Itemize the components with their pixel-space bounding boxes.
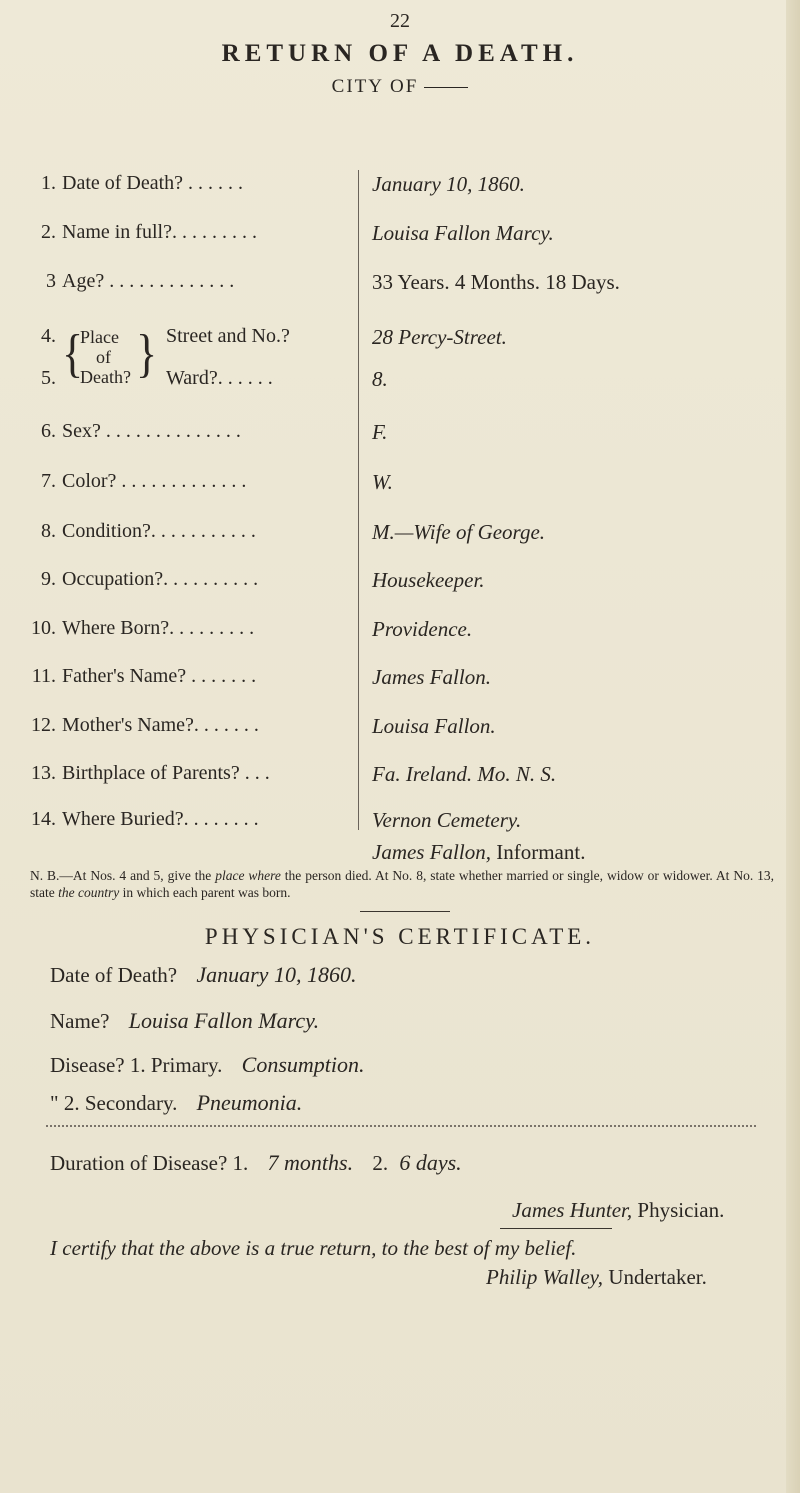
undertaker-role: Undertaker. [608,1265,707,1289]
cert-date-value: January 10, 1860. [196,962,357,987]
field-value: January 10, 1860. [372,172,525,196]
field-row [0,568,800,602]
city-label: CITY OF [331,76,419,97]
field-label: Street and No.? [166,325,290,347]
field-label: Color? . . . . . . . . . . . . . [62,470,247,492]
field-value: 33 Years. 4 Months. 18 Days. [372,270,620,294]
signature-divider [500,1228,612,1229]
field-row [0,221,800,255]
cert-duration-label: Duration of Disease? 1. [50,1151,249,1175]
undertaker-name: Philip Walley, [486,1265,604,1289]
physician-line [512,1198,724,1223]
brace-left-icon: { [62,324,84,383]
field-number: 14. [31,808,56,830]
form-title: RETURN OF A DEATH. [221,40,579,67]
informant-role: Informant. [496,840,586,864]
field-row [0,617,800,651]
brace-right-icon: } [136,324,158,383]
field-value: Providence. [372,617,473,641]
informant-name: James Fallon, [372,840,491,864]
cert-disease-secondary: Pneumonia. [196,1090,303,1115]
field-row [0,420,800,454]
cert-disease-secondary-label: " 2. Secondary. [50,1091,178,1115]
field-label: Where Buried?. . . . . . . . [62,808,259,830]
field-row [0,762,800,796]
physician-role: Physician. [637,1198,725,1222]
note-text: in which each parent was born. [119,885,291,900]
field-row [0,665,800,699]
cert-duration-line [50,1150,462,1176]
field-row [0,714,800,748]
field-number: 6. [41,420,56,442]
field-row [0,520,800,554]
field-number: 13. [31,762,56,784]
field-row [0,270,800,304]
field-row [0,172,800,206]
field-row [0,367,800,401]
field-value: James Fallon. [372,665,491,689]
brace-place-label: Place [80,327,119,347]
field-number: 10. [31,617,56,639]
field-label: Ward?. . . . . . [166,367,273,389]
field-value: 8. [372,367,388,391]
field-value: Fa. Ireland. Mo. N. S. [372,762,557,786]
certify-statement: I certify that the above is a true return, to the best of my belief. [50,1236,577,1260]
dotted-divider [46,1125,756,1127]
field-number: 12. [31,714,56,736]
field-value: Vernon Cemetery. [372,808,522,832]
cert-date-line [50,962,356,988]
cert-name-label: Name? [50,1009,110,1033]
field-label: Birthplace of Parents? . . . [62,762,270,784]
cert-name-line [50,1008,319,1034]
informant-line [372,840,585,865]
cert-disease-label: Disease? 1. Primary. [50,1053,223,1077]
field-label: Father's Name? . . . . . . . [62,665,257,687]
field-number: 3 [46,270,56,292]
field-number: 8. [41,520,56,542]
field-value: W. [372,470,393,494]
cert-duration-2-label: 2. [372,1151,389,1175]
note-emphasis: the country [58,885,120,900]
form-subtitle [0,76,800,98]
cert-duration-1: 7 months. [267,1150,354,1175]
field-label: Date of Death? . . . . . . [62,172,244,194]
note-emphasis: place where [215,868,281,883]
field-value: M.—Wife of George. [372,520,546,544]
physician-name: James Hunter, [512,1198,633,1222]
field-label: Age? . . . . . . . . . . . . . [62,270,235,292]
field-label: Condition?. . . . . . . . . . . [62,520,256,542]
cert-name-value: Louisa Fallon Marcy. [128,1008,320,1033]
cert-disease-primary: Consumption. [241,1052,365,1077]
field-value: F. [372,420,388,444]
cert-duration-2: 6 days. [399,1150,462,1175]
cert-date-label: Date of Death? [50,963,178,987]
brace-death-label: Death? [80,367,131,387]
field-number: 11. [31,665,56,687]
field-value: Louisa Fallon. [372,714,496,738]
field-label: Sex? . . . . . . . . . . . . . . [62,420,241,442]
field-label: Occupation?. . . . . . . . . . [62,568,259,590]
field-row [0,470,800,504]
note-text: N. B.—At Nos. 4 and 5, give the [30,868,216,883]
field-number: 2. [41,221,56,243]
field-number: 7. [41,470,56,492]
field-label: Mother's Name?. . . . . . . [62,714,259,736]
field-value: 28 Percy-Street. [372,325,507,349]
field-number: 5. [41,367,56,389]
instructions-note [30,867,774,901]
undertaker-line [486,1265,707,1290]
field-row [0,325,800,359]
city-blank [424,87,468,88]
field-value: Louisa Fallon Marcy. [372,221,554,245]
field-number: 4. [41,325,56,347]
brace-of-label: of [96,347,111,367]
field-row [0,808,800,842]
section-divider [360,911,450,912]
field-value: Housekeeper. [372,568,485,592]
field-number: 9. [41,568,56,590]
cert-disease-primary-line [50,1052,365,1078]
field-number: 1. [41,172,56,194]
field-label: Where Born?. . . . . . . . . [62,617,255,639]
field-label: Name in full?. . . . . . . . . [62,221,257,243]
cert-disease-secondary-line [50,1090,302,1116]
page-number: 22 [390,10,410,32]
certificate-title: PHYSICIAN'S CERTIFICATE. [204,924,596,949]
note-text: the person died. At No. 8, state whether married or single, widow or widower. At No. 13, state [30,868,775,900]
